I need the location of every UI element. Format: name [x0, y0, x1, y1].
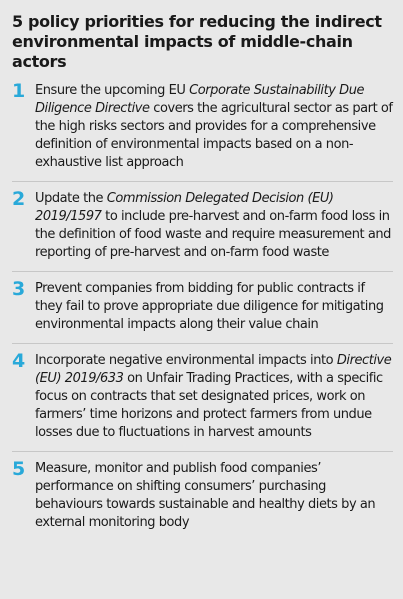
text-part-italic: Corporate Sustainability Due Diligence Directive [35, 83, 365, 116]
priority-item-1 [12, 82, 393, 172]
priority-item-5 [12, 460, 393, 532]
title-line-2: environmental impacts of middle-chain actors [12, 32, 353, 71]
priority-number: 3 [12, 278, 26, 300]
text-part: Update the [35, 191, 107, 206]
panel-title [12, 12, 393, 72]
priority-number: 1 [12, 80, 26, 102]
priority-item-4 [12, 352, 393, 442]
priority-divider [12, 451, 393, 452]
text-part: Incorporate negative environmental impacts into [35, 353, 337, 368]
priority-divider [12, 271, 393, 272]
priority-text [35, 280, 393, 334]
priority-number: 5 [12, 458, 26, 480]
priority-text [35, 190, 393, 262]
priority-list [12, 82, 393, 532]
priority-item-3 [12, 280, 393, 334]
title-line-1: 5 policy priorities for reducing the indirect [12, 12, 382, 31]
text-part: on Unfair Trading Practices, with a specific focus on contracts that set designated prices, work on farmers’ time horizons and protect farmers from undue losses due to fluctuations in harvest amounts [35, 371, 383, 440]
text-part: Ensure the upcoming EU [35, 83, 190, 98]
priority-text [35, 352, 393, 442]
text-part: covers the agricultural sector as part of the high risks sectors and provides for a comprehensive definition of environmental impacts based on a non-exhaustive list approach [35, 101, 393, 170]
text-part: Prevent companies from bidding for public contracts if they fail to prove appropriate due diligence for mitigating environmental impacts along their value chain [35, 281, 384, 332]
priority-number: 2 [12, 188, 26, 210]
text-part: Measure, monitor and publish food companies’ performance on shifting consumers’ purchasing behaviours towards sustainable and healthy diets by an external monitoring body [35, 461, 376, 530]
text-part-italic: Directive (EU) 2019/633 [35, 353, 392, 386]
text-part-italic: Commission Delegated Decision (EU) 2019/1597 [35, 191, 334, 224]
text-part: to include pre-harvest and on-farm food loss in the definition of food waste and require measurement and reporting of pre-harvest and on-farm food waste [35, 209, 391, 260]
priority-divider [12, 181, 393, 182]
priority-item-2 [12, 190, 393, 262]
priority-text [35, 82, 393, 172]
priority-text [35, 460, 393, 532]
priority-number: 4 [12, 350, 26, 372]
priority-divider [12, 343, 393, 344]
